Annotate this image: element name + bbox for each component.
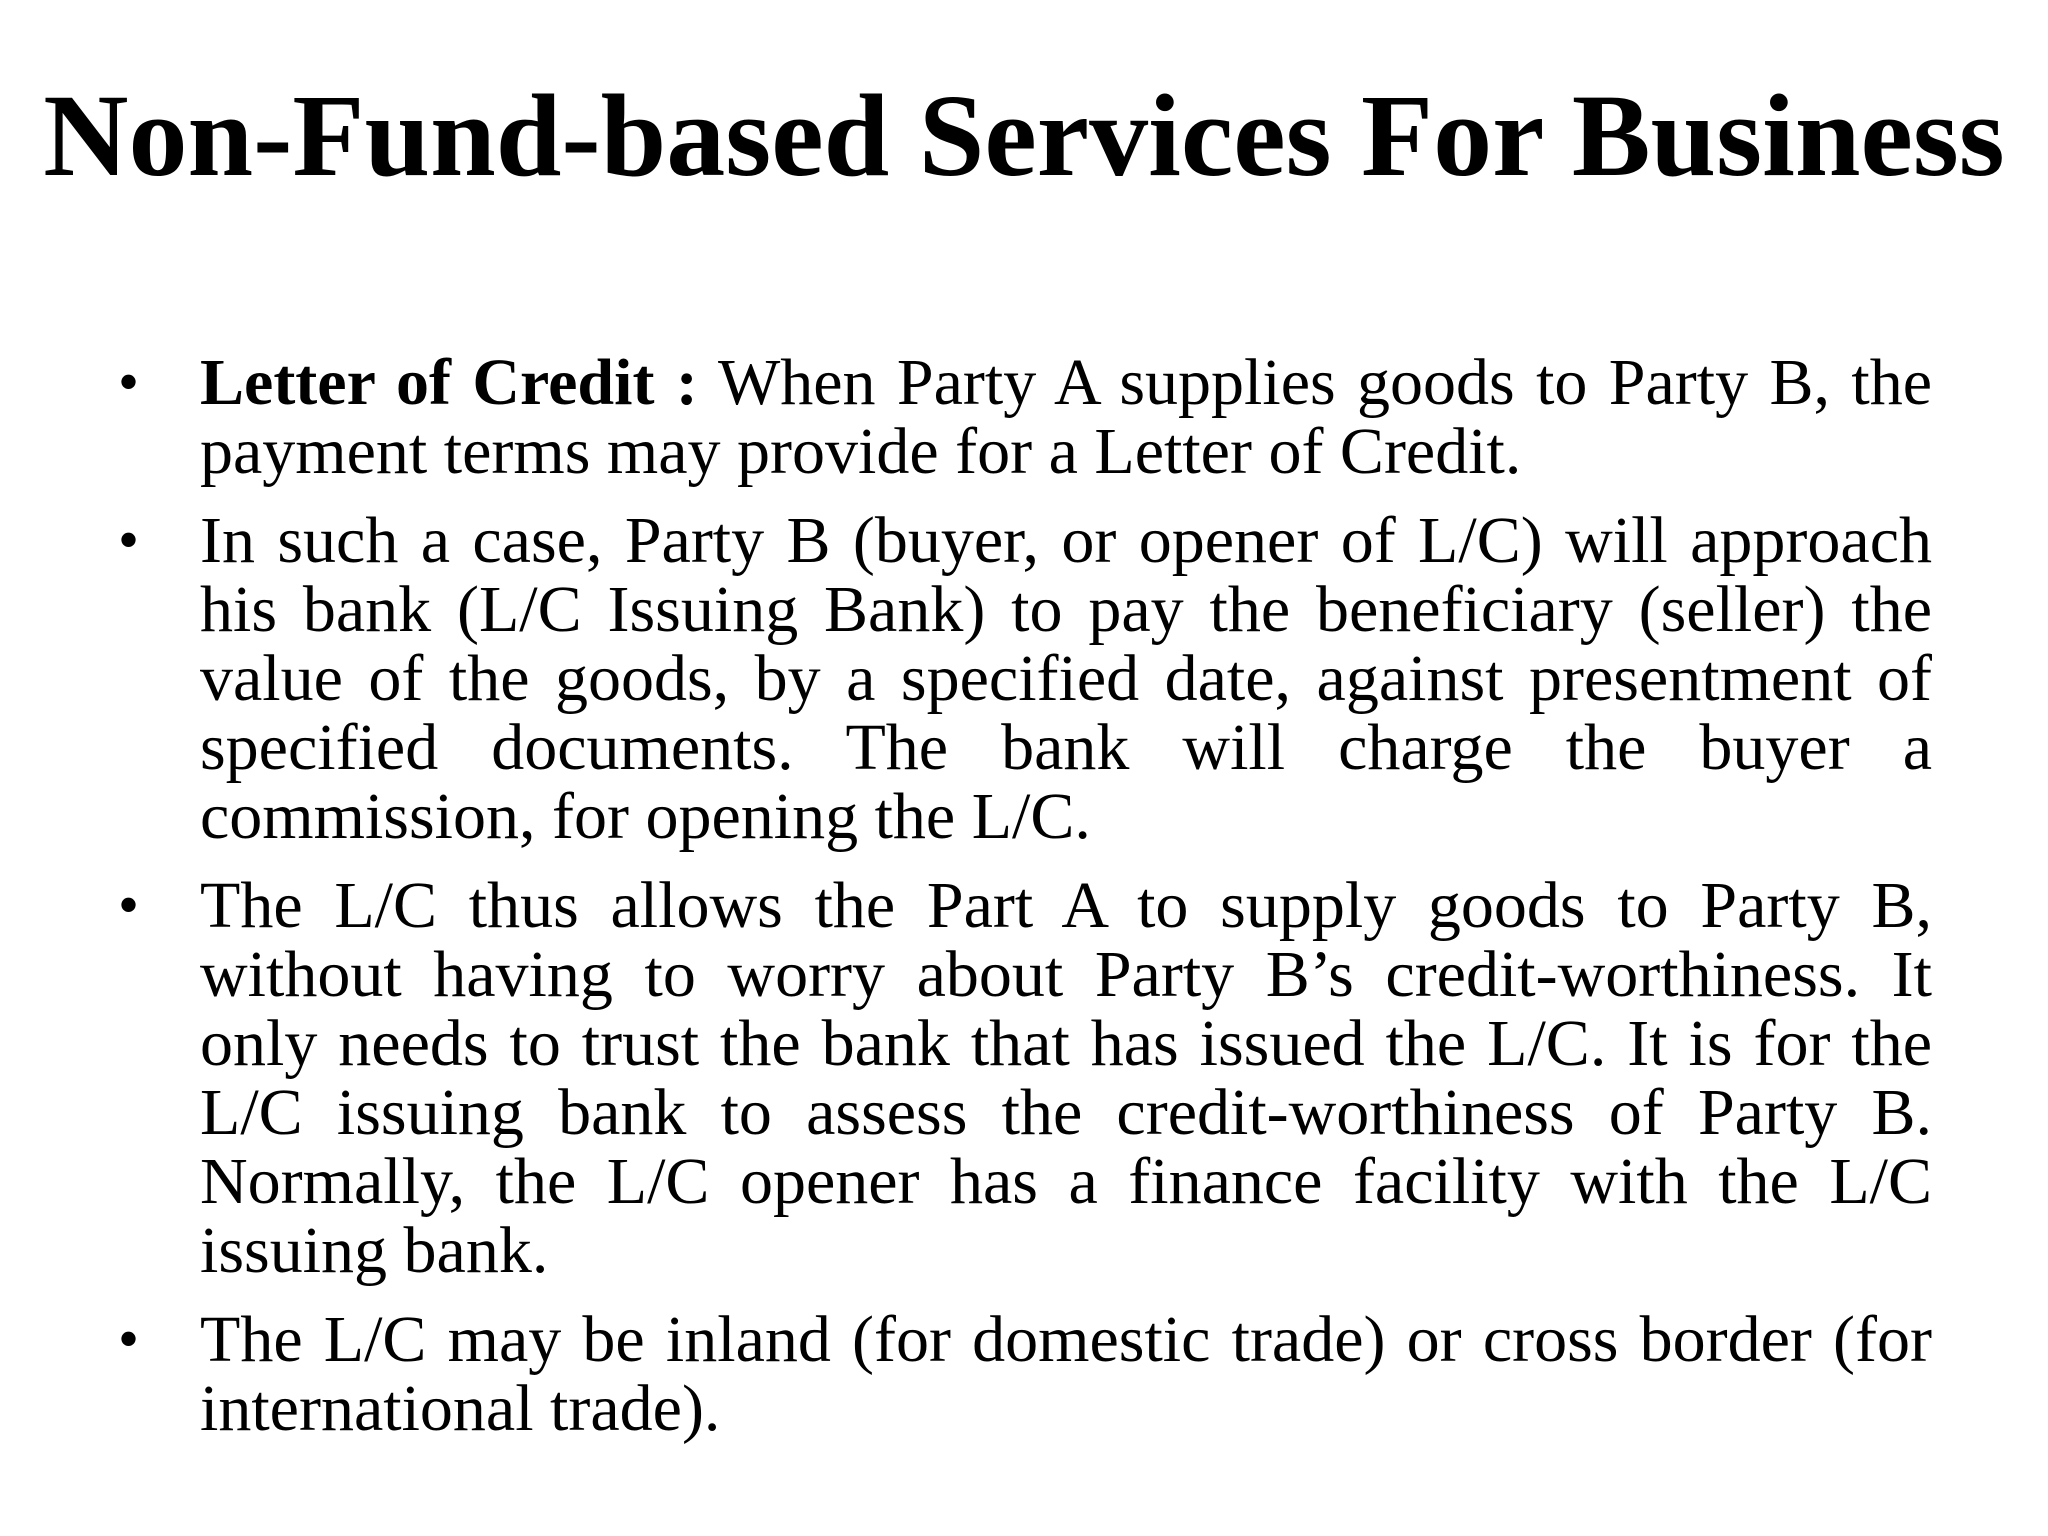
- bullet-text: When Party A supplies goods to Party B, the payment terms may provide for a Letter of Credit.: [200, 346, 1932, 488]
- bullet-dot-icon: •: [118, 1306, 140, 1372]
- bullet-dot-icon: •: [118, 872, 140, 938]
- bullet-dot-icon: •: [118, 507, 140, 573]
- bullet-text: The L/C may be inland (for domestic trade) or cross border (for international trade).: [200, 1303, 1932, 1445]
- bullet-item: [118, 346, 1932, 488]
- bullet-text: The L/C thus allows the Part A to supply goods to Party B, without having to worry about Party B’s credit-worthiness. It only needs to trust the bank that has issued the L/C. It is for the L/C issuing bank to assess the credit-worthiness of Party B. Normally, the L/C opener has a finance facility with the L/C issuing bank.: [200, 869, 1932, 1287]
- bullet-item: [118, 869, 1932, 1287]
- bullet-lead: Letter of Credit :: [200, 346, 698, 419]
- bullet-item: [118, 1303, 1932, 1445]
- bullet-item: [118, 504, 1932, 853]
- bullet-text: In such a case, Party B (buyer, or opener of L/C) will approach his bank (L/C Issuing Bank) to pay the beneficiary (seller) the value of the goods, by a specified date, against presentment of specified documents. The bank will charge the buyer a commission, for opening the L/C.: [200, 504, 1932, 853]
- bullet-list: [118, 346, 1932, 1463]
- slide-title: Non-Fund-based Services For Business: [43, 70, 2005, 201]
- bullet-dot-icon: •: [118, 349, 140, 415]
